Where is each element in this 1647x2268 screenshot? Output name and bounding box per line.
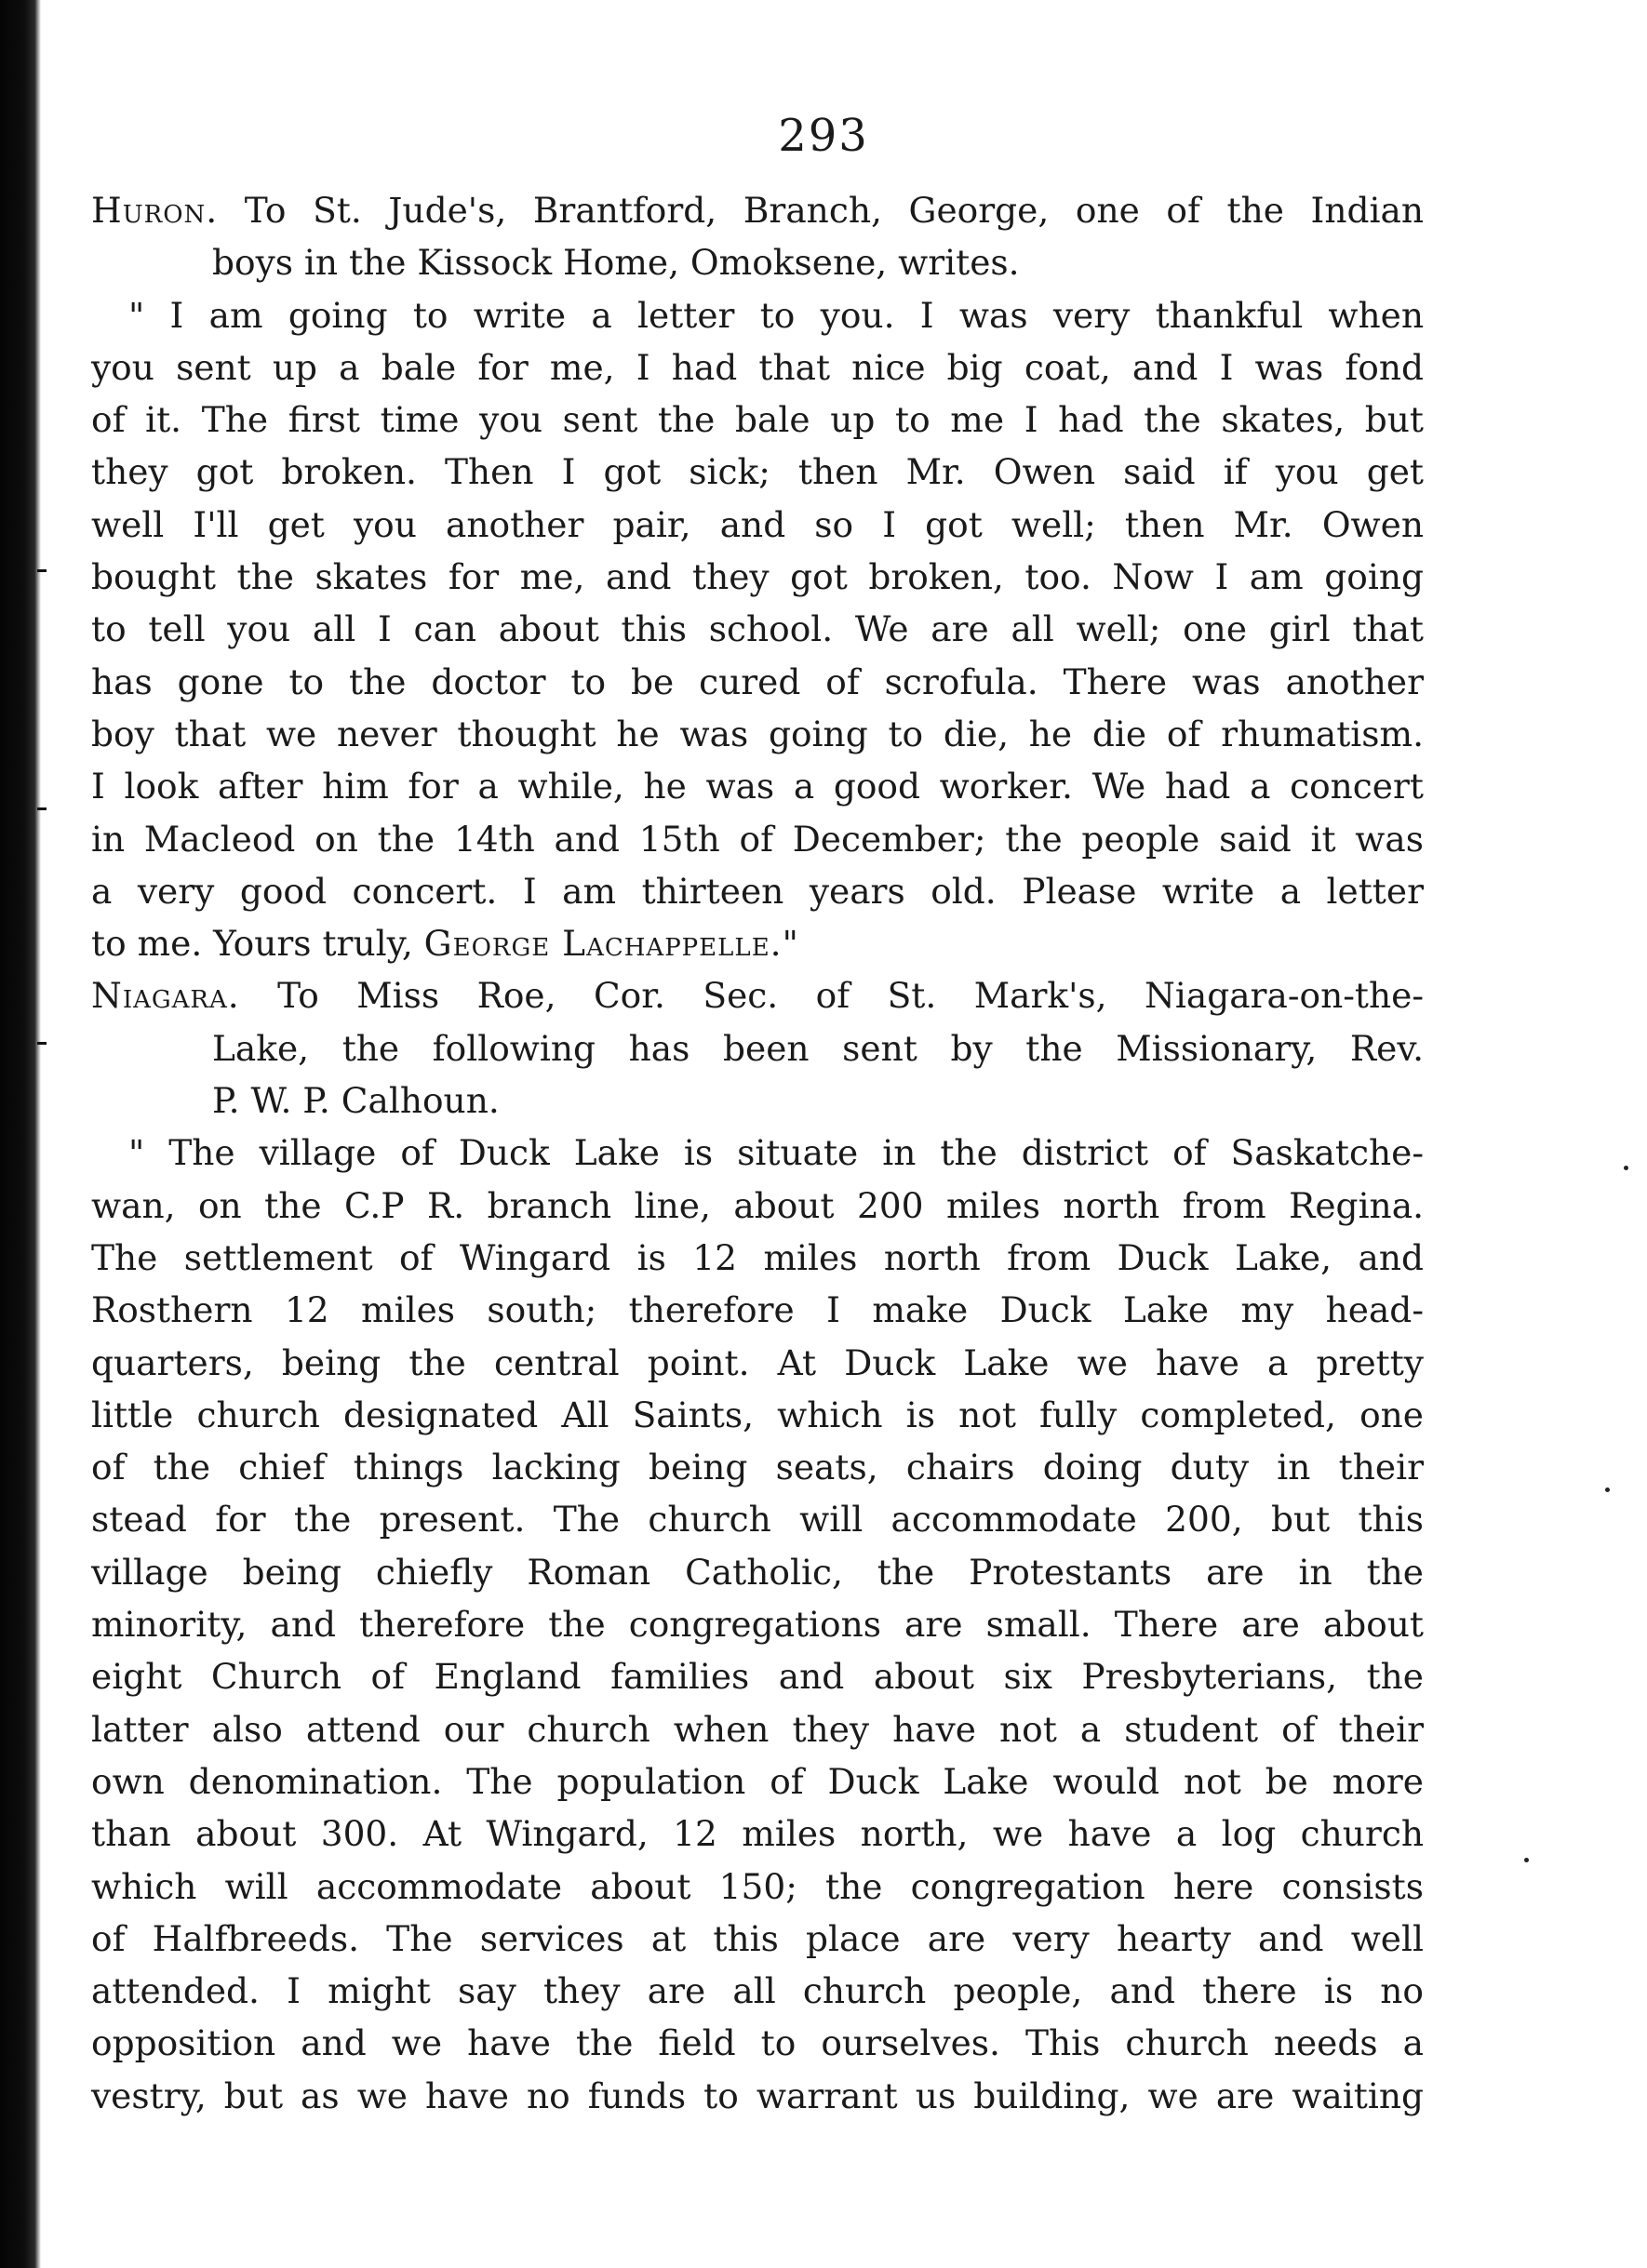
text-line: village being chiefly Roman Catholic, the Protestants are in the xyxy=(91,1551,1424,1593)
text-line: you sent up a bale for me, I had that nice big coat, and I was fond xyxy=(91,346,1424,388)
text-line: To St. Jude's, Brantford, Branch, George, one of the Indian xyxy=(218,190,1424,231)
text-line: wan, on the C.P R. branch line, about 200 miles north from Regina. xyxy=(91,1184,1424,1226)
page-number: 293 xyxy=(778,110,869,162)
text-line: To Miss Roe, Cor. Sec. of St. Mark's, Niagara-on-the- xyxy=(239,975,1424,1017)
text-line: opposition and we have the field to ourselves. This church needs a xyxy=(91,2022,1424,2064)
text-line: of the chief things lacking being seats, chairs doing duty in their xyxy=(91,1447,1424,1488)
diocese-label: Niagara. xyxy=(91,975,240,1017)
text-line: than about 300. At Wingard, 12 miles north, we have a log church xyxy=(91,1813,1424,1855)
text-line: Lake, the following has been sent by the Missionary, Rev. xyxy=(212,1027,1424,1069)
scan-edge xyxy=(0,0,41,2268)
text-line: eight Church of England families and about six Presbyterians, the xyxy=(91,1656,1424,1698)
text-line: of Halfbreeds. The services at this place are very hearty and well xyxy=(91,1917,1424,1959)
text-line: own denomination. The population of Duck Lake would not be more xyxy=(91,1760,1424,1802)
text-line: minority, and therefore the congregations are small. There are about xyxy=(91,1604,1424,1646)
text-line: has gone to the doctor to be cured of scrofula. There was another xyxy=(91,660,1424,702)
text-line: The settlement of Wingard is 12 miles north from Duck Lake, and xyxy=(91,1236,1424,1278)
text-line: boys in the Kissock Home, Omoksene, writes. xyxy=(212,242,1020,284)
text-line: which will accommodate about 150; the congregation here consists xyxy=(91,1865,1424,1907)
entry-niagara xyxy=(91,969,1424,1127)
scan-edge-mark xyxy=(37,569,47,572)
text-line: bought the skates for me, and they got broken, too. Now I am going xyxy=(91,556,1424,598)
text-line: little church designated All Saints, which is not fully completed, one xyxy=(91,1394,1424,1435)
entry-huron xyxy=(91,184,1424,289)
signature: George Lachappelle." xyxy=(423,923,799,965)
report-paragraph xyxy=(91,1127,1424,2122)
text-line: a very good concert. I am thirteen years old. Please write a letter xyxy=(91,870,1424,912)
text-line: they got broken. Then I got sick; then Mr. Owen said if you get xyxy=(91,451,1424,493)
scan-edge-mark xyxy=(37,807,47,810)
text-line: P. W. P. Calhoun. xyxy=(212,1080,500,1122)
text-line: Rosthern 12 miles south; therefore I make Duck Lake my head- xyxy=(91,1289,1424,1331)
text-line: to tell you all I can about this school. We are all well; one girl that xyxy=(91,608,1424,650)
text-line: latter also attend our church when they have not a student of their xyxy=(91,1708,1424,1750)
text-line: quarters, being the central point. At Duck Lake we have a pretty xyxy=(91,1341,1424,1383)
text-line: " The village of Duck Lake is situate in the district of Saskatche- xyxy=(128,1132,1424,1174)
scan-speck xyxy=(1605,1488,1610,1492)
letter-closing: to me. Yours truly, xyxy=(91,923,424,965)
text-line: vestry, but as we have no funds to warrant us building, we are waiting xyxy=(91,2075,1424,2116)
page-body xyxy=(91,184,1424,2122)
scan-edge-mark xyxy=(37,1042,47,1045)
text-line: of it. The first time you sent the bale up to me I had the skates, but xyxy=(91,399,1424,441)
text-line: I look after him for a while, he was a good worker. We had a concert xyxy=(91,766,1424,807)
text-line: attended. I might say they are all church people, and there is no xyxy=(91,1970,1424,2012)
text-line: in Macleod on the 14th and 15th of December; the people said it was xyxy=(91,818,1424,860)
text-line: well I'll get you another pair, and so I got well; then Mr. Owen xyxy=(91,503,1424,545)
scan-speck xyxy=(1524,1858,1529,1862)
scan-speck xyxy=(1624,1166,1628,1170)
diocese-label: Huron. xyxy=(91,190,219,231)
text-line: boy that we never thought he was going to die, he die of rhumatism. xyxy=(91,713,1424,754)
text-line: " I am going to write a letter to you. I was very thankful when xyxy=(128,294,1424,336)
text-line: stead for the present. The church will accommodate 200, but this xyxy=(91,1499,1424,1541)
letter-paragraph xyxy=(91,289,1424,970)
